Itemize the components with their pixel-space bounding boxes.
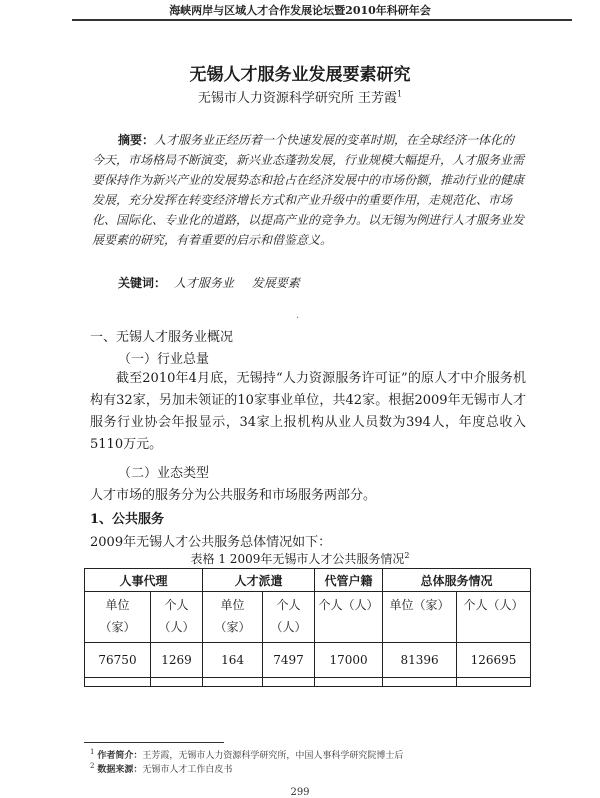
table-subheader-row bbox=[85, 592, 531, 643]
table-cell: 1269 bbox=[151, 643, 203, 678]
keyword-item: 人才服务业 bbox=[173, 276, 234, 290]
table-cell: 7497 bbox=[263, 643, 315, 678]
table-subheader: 个人（人） bbox=[457, 592, 531, 643]
table-group-header: 人事代理 bbox=[85, 569, 203, 592]
subsection-heading-total: （一）行业总量 bbox=[118, 352, 210, 367]
page-title: 无锡人才服务业发展要素研究 bbox=[189, 65, 411, 85]
table-subheader: 单位（家） bbox=[383, 592, 457, 643]
header-rule bbox=[72, 19, 572, 21]
table-cell: 76750 bbox=[85, 643, 151, 678]
abstract-text: 人才服务业正经历着一个快速发展的变革时期，在全球经济一体化的今天，市场格局不断演变，新兴业态蓬勃发展，行业规模大幅提升，人才服务业需要保持作为新兴产业的发展势态和抢占在经济发展中的市场份额，推动行业的健康发展，充分发挥在转变经济增长方式和产业升级中的重要作用，走规范化、市场化、国际化、专业化的道路，以提高产业的竞争力。以无锡为例进行人才服务业发展要素的研究，有着重要的启示和借鉴意义。 bbox=[92, 133, 525, 247]
running-header: 海峡两岸与区域人才合作发展论坛暨2010年科研年会 bbox=[169, 4, 431, 17]
footnote-mark: 2 bbox=[90, 762, 95, 770]
table-subheader: 个人（人） bbox=[315, 592, 383, 643]
footnote bbox=[90, 762, 232, 775]
keyword-item: 发展要素 bbox=[251, 276, 300, 290]
abstract-label: 摘要： bbox=[118, 133, 155, 147]
abstract bbox=[92, 130, 524, 250]
table-group-header: 代管户籍 bbox=[315, 569, 383, 592]
table-subheader: 单位 （家） bbox=[85, 592, 151, 643]
table-header-row bbox=[85, 569, 531, 592]
table-subheader: 单位 （家） bbox=[203, 592, 263, 643]
footnote-text: 无锡市人才工作白皮书 bbox=[142, 765, 233, 775]
keywords bbox=[118, 274, 314, 291]
footnote-mark: 1 bbox=[90, 748, 95, 756]
table-cell: 81396 bbox=[383, 643, 457, 678]
table-group-header: 总体服务情况 bbox=[383, 569, 531, 592]
table-caption bbox=[0, 550, 600, 567]
table-group-header: 人才派遣 bbox=[203, 569, 315, 592]
subsection-heading-public: 1、公共服务 bbox=[90, 512, 165, 527]
table-cell: 164 bbox=[203, 643, 263, 678]
author-footnote-mark: 1 bbox=[397, 89, 403, 99]
table-caption-mark: 2 bbox=[404, 551, 410, 560]
paragraph-public: 2009年无锡人才公共服务总体情况如下： bbox=[90, 535, 332, 550]
paragraph-total: 截至2010年4月底，无锡持“人力资源服务许可证”的原人才中介服务机构有32家，另加未领证的10家事业单位，共42家。根据2009年无锡市人才服务行业协会年报显示，34家上报机构从业人员数为394人，年度总收入5110万元。 bbox=[90, 371, 526, 452]
footnote bbox=[90, 748, 403, 761]
table-caption-text: 表格 1 2009年无锡市人才公共服务情况 bbox=[190, 552, 405, 566]
table-row bbox=[85, 643, 531, 678]
table-subheader: 个人 （人） bbox=[263, 592, 315, 643]
decorative-dot: . bbox=[296, 310, 300, 321]
keywords-label: 关键词： bbox=[118, 276, 167, 290]
section-heading: 一、无锡人才服务业概况 bbox=[90, 330, 234, 345]
author-text: 无锡市人力资源科学研究所 王芳霞 bbox=[197, 91, 398, 106]
paragraph-types: 人才市场的服务分为公共服务和市场服务两部分。 bbox=[90, 488, 377, 503]
page-number: 299 bbox=[290, 787, 310, 798]
table-cell: 126695 bbox=[457, 643, 531, 678]
table-cell: 17000 bbox=[315, 643, 383, 678]
footnote-label: 数据来源： bbox=[97, 765, 143, 775]
subsection-heading-types: （二）业态类型 bbox=[118, 466, 210, 481]
table-spacer-row bbox=[85, 678, 531, 687]
footnote-label: 作者简介： bbox=[97, 751, 143, 761]
footnote-rule bbox=[84, 742, 224, 743]
table-subheader: 个人 （人） bbox=[151, 592, 203, 643]
footnote-text: 王芳霞，无锡市人力资源科学研究所，中国人事科学研究院博士后 bbox=[142, 751, 404, 761]
author-line bbox=[0, 87, 600, 106]
public-service-table bbox=[84, 568, 531, 687]
